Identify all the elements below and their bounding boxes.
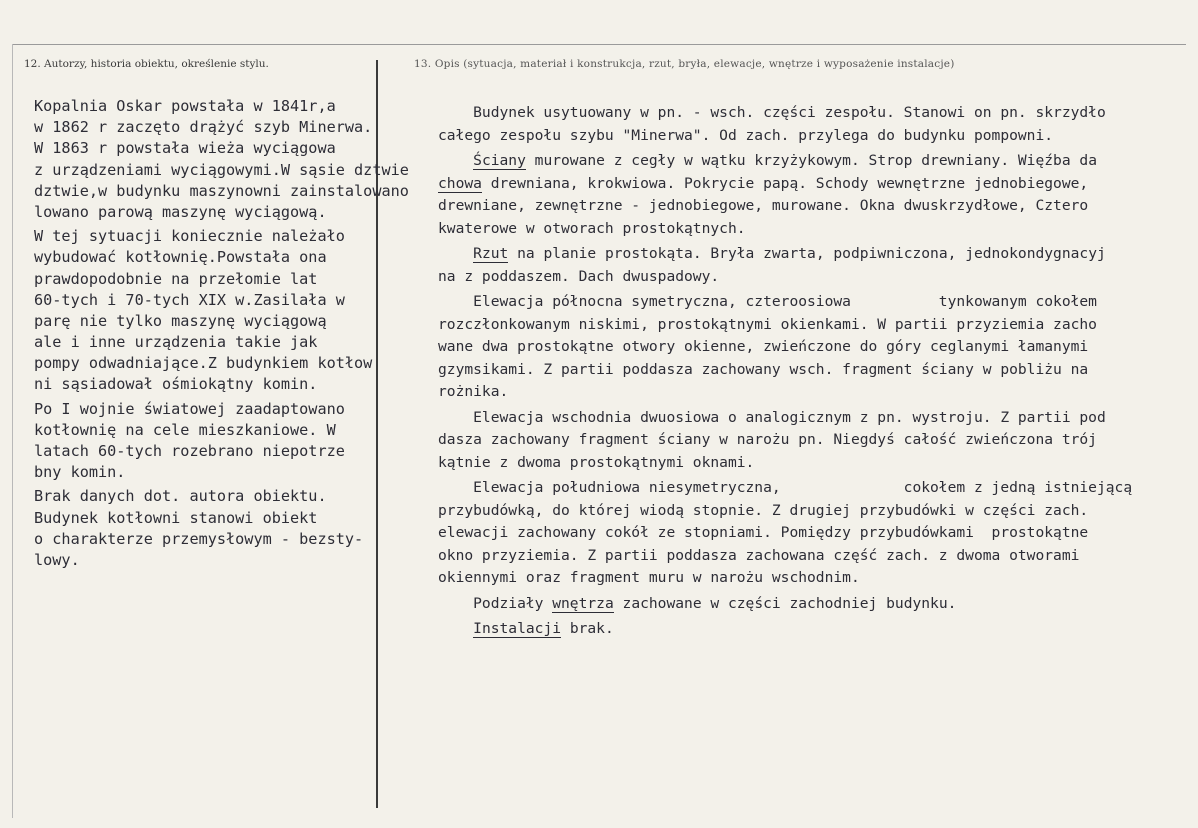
history-text-line: dztwie,w budynku maszynowni zainstalowano (34, 181, 409, 200)
history-text-line: W tej sytuacji koniecznie należało (34, 227, 345, 246)
history-text-line: w 1862 r zaczęto drążyć szyb Minerwa. (34, 118, 373, 137)
history-text-line: pompy odwadniające.Z budynkiem kotłow (34, 354, 373, 373)
history-text-line: wybudować kotłownię.Powstała ona (34, 248, 327, 267)
line-text: całego zespołu szybu "Minerwa". Od zach. przylega do budynku pompowni. (438, 126, 1054, 144)
description-text-line (438, 125, 1188, 148)
line-text: okiennymi oraz fragment muru w narożu wschodnim. (438, 569, 860, 586)
description-text-line (438, 102, 1188, 125)
section-12-header: 12. Autorzy, historia obiektu, określenie stylu. (24, 58, 269, 70)
description-text-line (438, 500, 1188, 523)
line-text: gzymsikami. Z partii poddasza zachowany wsch. fragment ściany w pobliżu na (438, 360, 1089, 378)
line-text: wane dwa prostokątne otwory okienne, zwieńczone do góry ceglanymi łamanymi (438, 338, 1089, 355)
line-text: rozczłonkowanym niskimi, prostokątnymi okienkami. W partii przyziemia zacho (438, 315, 1097, 333)
history-text-line: prawdopodobnie na przełomie lat (34, 269, 318, 288)
description-text-line (438, 266, 1188, 289)
history-text-line: bny komin. (34, 463, 126, 482)
line-text (438, 152, 473, 169)
section-13-header: 13. Opis (sytuacja, materiał i konstrukcja, rzut, bryła, elewacje, wnętrze i wyposażenie instalacje) (414, 58, 955, 70)
description-text-line (438, 477, 1188, 500)
history-text-column (34, 96, 434, 571)
description-text-column (438, 102, 1188, 641)
underlined-keyword: Ściany (473, 152, 526, 169)
description-text-line (438, 173, 1188, 196)
history-text-line: Budynek kotłowni stanowi obiekt (34, 508, 318, 527)
line-text: brak. (561, 620, 614, 637)
line-text (438, 620, 473, 637)
description-text-line (438, 314, 1188, 337)
line-text: murowane z cegły w wątku krzyżykowym. Strop drewniany. Więźba da (525, 152, 1097, 169)
description-text-line (438, 618, 1188, 641)
line-text: drewniane, zewnętrzne - jednobiegowe, murowane. Okna dwuskrzydłowe, Cztero (438, 197, 1089, 214)
description-text-line (438, 567, 1188, 590)
line-text: drewniana, krokwiowa. Pokrycie papą. Schody wewnętrzne jednobiegowe, (481, 174, 1089, 192)
description-text-line (438, 429, 1188, 452)
history-text-line: lowano parową maszynę wyciągową. (34, 202, 327, 221)
description-text-line (438, 291, 1188, 314)
underlined-keyword: chowa (438, 174, 482, 192)
description-text-line (438, 359, 1188, 382)
line-text: Elewacja wschodnia dwuosiowa o analogicznym z pn. wystroju. Z partii pod (438, 408, 1106, 426)
line-text: na z poddaszem. Dach dwuspadowy. (438, 267, 720, 285)
history-text-line: o charakterze przemysłowym - bezsty- (34, 529, 364, 548)
line-text: Podziały (438, 594, 553, 612)
description-text-line (438, 243, 1188, 266)
line-text: rożnika. (438, 383, 509, 400)
description-text-line (438, 336, 1188, 359)
history-text-line: parę nie tylko maszynę wyciągową (34, 311, 327, 330)
history-text-line: latach 60-tych rozebrano niepotrze (34, 442, 345, 460)
line-text: dasza zachowany fragment ściany w narożu pn. Niegdyś całość zwieńczona trój (438, 431, 1097, 448)
description-text-line (438, 593, 1188, 616)
history-text-line: W 1863 r powstała wieża wyciągowa (34, 139, 336, 158)
line-text: okno przyziemia. Z partii poddasza zachowana część zach. z dwoma otworami (438, 546, 1080, 564)
line-text: na planie prostokąta. Bryła zwarta, podpiwniczona, jednokondygnacyj (508, 245, 1106, 262)
line-text: Elewacja północna symetryczna, czteroosiowa tynkowanym cokołem (438, 293, 1097, 310)
history-text-line: ale i inne urządzenia takie jak (34, 333, 318, 352)
description-text-line (438, 218, 1188, 241)
history-text-line: 60-tych i 70-tych XIX w.Zasilała w (34, 290, 345, 309)
description-text-line (438, 452, 1188, 475)
underlined-keyword: Instalacji (473, 620, 562, 637)
description-text-line (438, 195, 1188, 218)
history-text-line: ni sąsiadował ośmiokątny komin. (34, 375, 318, 394)
description-text-line (438, 381, 1188, 404)
line-text: przybudówką, do której wiodą stopnie. Z drugiej przybudówki w części zach. (438, 501, 1089, 519)
line-text: kwaterowe w otworach prostokątnych. (438, 219, 746, 237)
history-text-line: lowy. (34, 550, 80, 569)
description-text-line (438, 522, 1188, 545)
description-text-line (438, 150, 1188, 173)
description-text-line (438, 407, 1188, 430)
history-text-line: z urządzeniami wyciągowymi.W sąsie dztwie (34, 160, 409, 179)
line-text: Budynek usytuowany w pn. - wsch. części zespołu. Stanowi on pn. skrzydło (438, 104, 1106, 121)
line-text: zachowane w części zachodniej budynku. (613, 594, 957, 612)
top-border-line (12, 44, 1186, 45)
line-text (438, 245, 473, 262)
history-text-line: Brak danych dot. autora obiektu. (34, 487, 327, 506)
line-text: Elewacja południowa niesymetryczna, cokołem z jedną istniejącą (438, 479, 1133, 496)
history-text-line: Po I wojnie światowej zaadaptowano (34, 399, 345, 418)
underlined-keyword: wnętrza (552, 594, 614, 612)
line-text: kątnie z dwoma prostokątnymi oknami. (438, 453, 755, 471)
underlined-keyword: Rzut (473, 245, 509, 262)
history-text-line: kotłownię na cele mieszkaniowe. W (34, 420, 336, 439)
description-text-line (438, 545, 1188, 568)
line-text: elewacji zachowany cokół ze stopniami. Pomiędzy przybudówkami prostokątne (438, 524, 1089, 541)
left-edge-line (12, 44, 13, 818)
history-text-line: Kopalnia Oskar powstała w 1841r,a (34, 97, 336, 115)
